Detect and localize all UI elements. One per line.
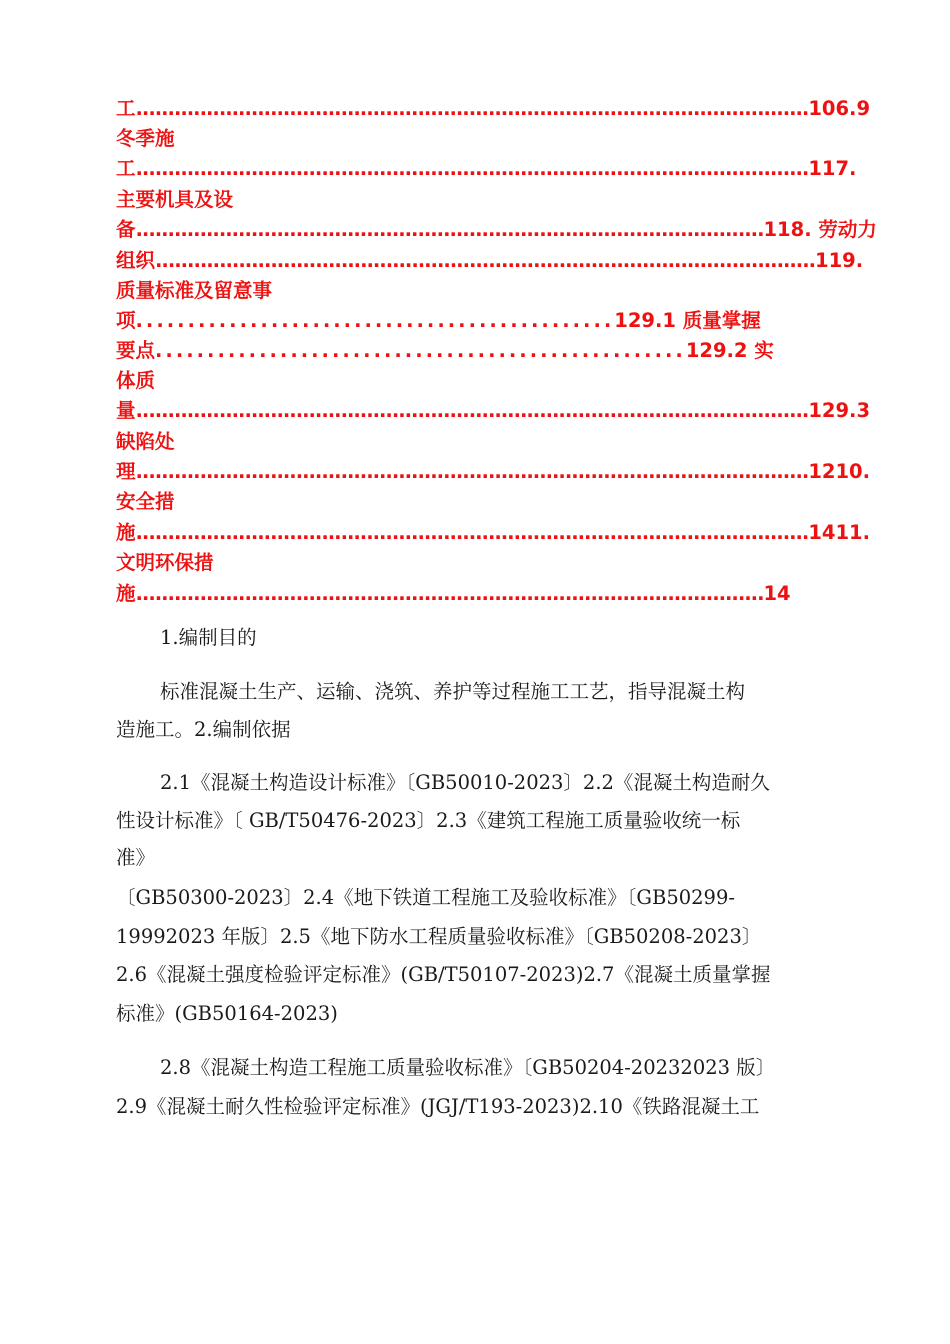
toc-entry-title: 组织 <box>116 249 156 272</box>
toc-entry[interactable] <box>116 427 175 457</box>
toc-entry-page: 118. 劳动力 <box>763 218 877 241</box>
toc-entry[interactable] <box>116 246 863 276</box>
toc-entry-page: 117. <box>808 157 857 180</box>
toc-entry-title: 文明环保措 <box>116 551 214 574</box>
toc-entry-page: 129.2 实 <box>685 339 774 362</box>
toc-entry[interactable] <box>116 366 155 396</box>
toc-entry[interactable] <box>116 215 877 245</box>
toc-entry-page: 1210. <box>808 460 871 483</box>
toc-entry-title: 主要机具及设 <box>116 188 234 211</box>
toc-entry-page: 14 <box>763 582 791 605</box>
toc-entry-title: 施 <box>116 582 136 605</box>
toc-entry-title: 体质 <box>116 369 156 392</box>
toc-leader-dots: ................................................... <box>155 339 686 362</box>
toc-entry[interactable] <box>116 94 870 124</box>
toc-entry-title: 缺陷处 <box>116 430 175 453</box>
toc-entry[interactable] <box>116 457 870 487</box>
toc-entry-title: 理 <box>116 460 136 483</box>
toc-entry-title: 项 <box>116 309 136 332</box>
paragraph-line: 准》 <box>116 846 156 869</box>
paragraph-line: 2.6《混凝土强度检验评定标准》(GB/T50107-2023)2.7《混凝土质量掌握 <box>116 963 771 986</box>
toc-entry-title: 冬季施 <box>116 127 175 150</box>
paragraph-line: 〔GB50300-2023〕2.4《地下铁道工程施工及验收标准》〔GB50299- <box>116 886 735 909</box>
toc-entry[interactable] <box>116 276 272 306</box>
paragraph-line: 2.1《混凝土构造设计标准》〔GB50010-2023〕2.2《混凝土构造耐久 <box>160 771 770 794</box>
toc-entry[interactable] <box>116 579 791 609</box>
toc-leader-dots: ......................................................................................................... <box>135 521 809 544</box>
section-heading: 1.编制目的 <box>160 626 257 649</box>
toc-entry[interactable] <box>116 124 175 154</box>
toc-entry-title: 量 <box>116 399 136 422</box>
toc-entry-title: 工 <box>116 97 136 120</box>
paragraph-line: 造施工。2.编制依据 <box>116 718 291 741</box>
toc-entry[interactable] <box>116 336 774 366</box>
toc-leader-dots: .............................................. <box>135 309 615 332</box>
toc-leader-dots: ......................................................................................................... <box>135 399 809 422</box>
paragraph-line: 标准》(GB50164-2023) <box>116 1002 338 1025</box>
paragraph-line: 2.9《混凝土耐久性检验评定标准》(JGJ/T193-2023)2.10《铁路混凝土工 <box>116 1095 760 1118</box>
toc-entry[interactable] <box>116 518 870 548</box>
toc-entry-title: 施 <box>116 521 136 544</box>
paragraph-line: 2.8《混凝土构造工程施工质量验收标准》〔GB50204-20232023 版〕 <box>160 1056 776 1079</box>
toc-leader-dots: .................................................................................................. <box>135 582 764 605</box>
toc-entry-page: 106.9 <box>808 97 871 120</box>
toc-entry[interactable] <box>116 548 214 578</box>
toc-leader-dots: ....................................................................................................... <box>155 249 816 272</box>
toc-leader-dots: ......................................................................................................... <box>135 157 809 180</box>
paragraph-line: 19992023 年版〕2.5《地下防水工程质量验收标准》〔GB50208-2023〕 <box>116 925 762 948</box>
toc-entry-title: 备 <box>116 218 136 241</box>
paragraph-line: 性设计标准》〔 GB/T50476-2023〕2.3《建筑工程施工质量验收统一标 <box>116 809 741 832</box>
toc-leader-dots: ......................................................................................................... <box>135 97 809 120</box>
toc-entry-title: 要点 <box>116 339 156 362</box>
paragraph-line: 标准混凝土生产、运输、浇筑、养护等过程施工工艺，指导混凝土构 <box>160 680 746 703</box>
toc-entry-page: 119. <box>815 249 864 272</box>
toc-leader-dots: .................................................................................................. <box>135 218 764 241</box>
toc-entry-title: 质量标准及留意事 <box>116 279 273 302</box>
toc-entry-page: 129.1 质量掌握 <box>614 309 761 332</box>
toc-entry-page: 1411. <box>808 521 871 544</box>
toc-entry[interactable] <box>116 306 761 336</box>
toc-entry[interactable] <box>116 185 233 215</box>
toc-entry-page: 129.3 <box>808 399 871 422</box>
toc-entry-title: 工 <box>116 157 136 180</box>
toc-entry[interactable] <box>116 396 870 426</box>
toc-entry-title: 安全措 <box>116 490 175 513</box>
toc-leader-dots: ......................................................................................................... <box>135 460 809 483</box>
toc-entry[interactable] <box>116 487 175 517</box>
toc-entry[interactable] <box>116 154 856 184</box>
